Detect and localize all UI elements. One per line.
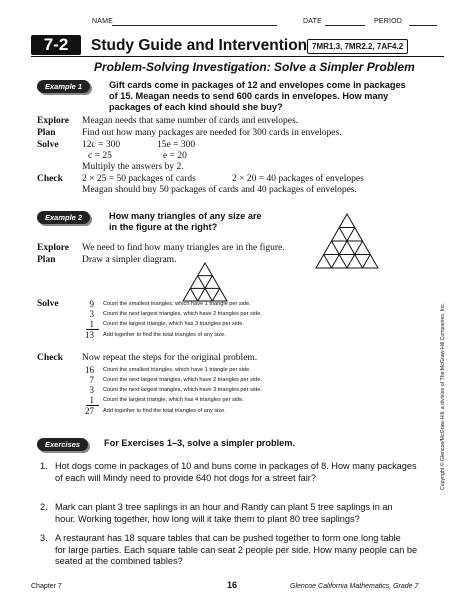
example1-question-line: packages of each kind should she buy? xyxy=(109,102,283,112)
page-number: 16 xyxy=(227,580,238,590)
example1-question xyxy=(109,80,449,113)
exercise-number: 2. xyxy=(40,502,48,512)
count-text: Add together to find the total triangles of any size. xyxy=(103,332,226,338)
solve-label: Solve xyxy=(37,140,59,150)
exercise-line: of each will Mindy need to provide 640 hot dogs for a street fair? xyxy=(55,472,316,483)
count-value: 3 xyxy=(89,385,94,395)
triangle-figure-small xyxy=(182,262,228,302)
solve-note: Multiply the answers by 2. xyxy=(82,162,184,172)
lesson-number: 7-2 xyxy=(31,35,81,55)
count-value: 1 xyxy=(89,319,94,329)
example2-question-line: in the figure at the right? xyxy=(109,222,218,232)
page-title: Study Guide and Intervention xyxy=(91,37,308,54)
example1-tag: Example 1 xyxy=(37,80,90,93)
example2-tag: Example 2 xyxy=(37,211,90,224)
exercise-text xyxy=(55,502,450,525)
exercise-number: 1. xyxy=(40,461,48,471)
count-text: Add together to find the total triangles of any size. xyxy=(103,408,226,414)
title-divider xyxy=(31,56,444,57)
count-total: 13 xyxy=(85,330,94,340)
example2-question-line: How many triangles of any size are xyxy=(109,211,262,221)
equation: c = 25 xyxy=(88,151,112,161)
exercise-line: Hot dogs come in packages of 10 and buns come in packages of 8. How many packages xyxy=(55,461,417,471)
equation: 15e = 300 xyxy=(157,140,196,150)
exercise-line: Mark can plant 3 tree saplings in an hour and Randy can plant 5 tree saplings in an xyxy=(55,502,393,512)
example2-question xyxy=(109,211,329,233)
exercise-line: for large parties. Each square table can seat 2 people per side. How many people can be xyxy=(55,544,418,555)
plan-label: Plan xyxy=(37,255,56,265)
count-text: Count the smallest triangles, which have 1 triangle per side. xyxy=(103,301,251,307)
standards-badge: 7MR1.3, 7MR2.2, 7AF4.2 xyxy=(307,39,408,54)
exercise-number: 3. xyxy=(40,533,48,543)
exercise-line: A restaurant has 18 square tables that can be pushed together to form one long table xyxy=(55,533,401,543)
count-value: 16 xyxy=(85,365,94,375)
exercises-tag: Exercises xyxy=(37,438,88,451)
check-text: 2 × 20 = 40 packages of envelopes xyxy=(232,174,364,184)
check-intro: Now repeat the steps for the original problem. xyxy=(82,353,258,363)
exercise-text xyxy=(55,461,450,484)
name-line[interactable] xyxy=(112,25,277,26)
example1-question-line: of 15. Meagan needs to send 600 cards in envelopes. How many xyxy=(109,91,389,101)
example1-question-line: Gift cards come in packages of 12 and envelopes come in packages xyxy=(109,80,406,90)
date-label: DATE xyxy=(303,18,322,25)
count-value: 7 xyxy=(89,375,94,385)
explore-label: Explore xyxy=(37,243,70,253)
triangle-figure-large xyxy=(315,213,379,269)
plan-text: Find out how many packages are needed for 300 cards in envelopes. xyxy=(82,128,342,138)
plan-label: Plan xyxy=(37,128,56,138)
exercise-text xyxy=(55,533,450,568)
count-text: Count the largest triangle, which has 4 triangles per side. xyxy=(103,397,244,403)
page-subtitle: Problem-Solving Investigation: Solve a Simpler Problem xyxy=(94,60,415,74)
count-text: Count the largest triangle, which has 3 triangles per side. xyxy=(103,321,244,327)
count-value: 3 xyxy=(89,309,94,319)
date-line[interactable] xyxy=(325,25,365,26)
exercise-line: hour. Working together, how long will it take them to plant 80 tree saplings? xyxy=(55,513,360,524)
count-text: Count the next largest triangles, which have 3 triangles per side. xyxy=(103,387,262,393)
period-line[interactable] xyxy=(409,25,437,26)
copyright-notice: Copyright © Glencoe/McGraw-Hill, a division of The McGraw-Hill Companies, Inc. xyxy=(440,302,446,490)
plan-text: Draw a simpler diagram. xyxy=(82,255,177,265)
footer-book: Glencoe California Mathematics, Grade 7 xyxy=(290,583,419,590)
equation: e = 20 xyxy=(163,151,187,161)
explore-label: Explore xyxy=(37,116,70,126)
check-label: Check xyxy=(37,353,63,363)
exercise-line: seated at the combined tables? xyxy=(55,556,183,566)
check-text: Meagan should buy 50 packages of cards and 40 packages of envelopes. xyxy=(82,185,357,195)
name-label: NAME xyxy=(92,18,114,25)
period-label: PERIOD xyxy=(374,18,403,25)
footer-chapter: Chapter 7 xyxy=(31,583,62,590)
solve-label: Solve xyxy=(37,299,59,309)
count-value: 1 xyxy=(89,395,94,405)
check-text: 2 × 25 = 50 packages of cards xyxy=(82,174,196,184)
equation: 12c = 300 xyxy=(82,140,121,150)
count-value: 9 xyxy=(89,299,94,309)
count-text: Count the next largest triangles, which have 2 triangles per side. xyxy=(103,377,262,383)
explore-text: Meagan needs that same number of cards and envelopes. xyxy=(82,116,299,126)
explore-text: We need to find how many triangles are in the figure. xyxy=(82,243,285,253)
check-label: Check xyxy=(37,174,63,184)
count-total: 27 xyxy=(85,406,94,416)
count-text: Count the next largest triangles, which have 2 triangles per side. xyxy=(103,311,262,317)
count-text: Count the smallest triangles, which have 1 triangle per side. xyxy=(103,367,251,373)
exercises-intro: For Exercises 1–3, solve a simpler problem. xyxy=(104,438,295,448)
